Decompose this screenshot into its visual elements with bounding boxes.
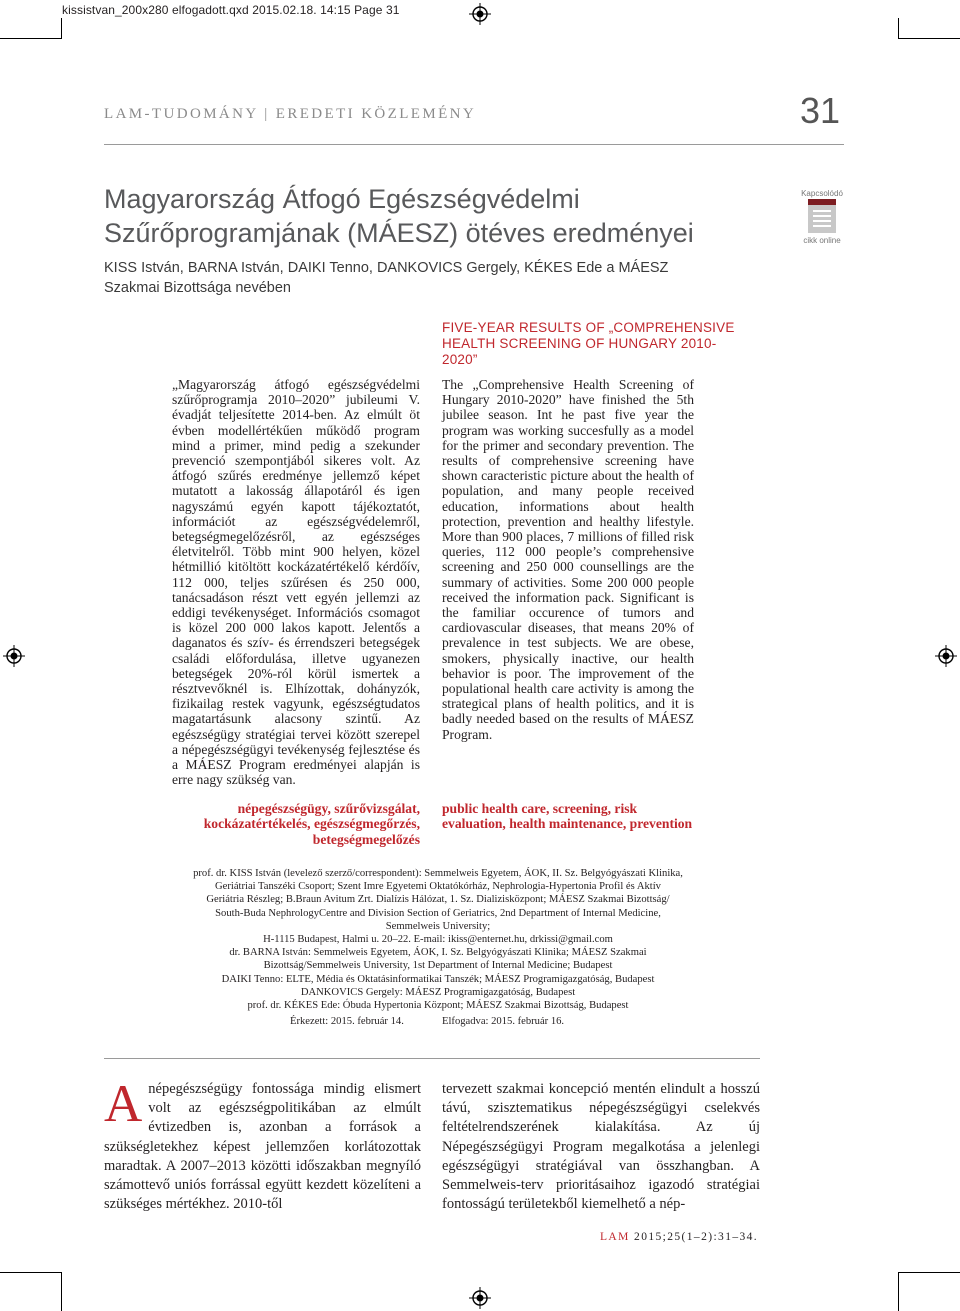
crop-mark xyxy=(0,38,62,39)
crop-mark xyxy=(0,1272,62,1273)
article-title: Magyarország Átfogó Egészségvédelmi Szűrőprogramjának (MÁESZ) ötéves eredményei xyxy=(104,184,694,248)
crop-mark xyxy=(898,18,899,39)
affiliation-line: DAIKI Tenno: ELTE, Média és Oktatásinformatikai Tanszék; MÁESZ Programigazgatóság, Budapest xyxy=(221,973,655,985)
print-slug: kissistvan_200x280 elfogadott.qxd 2015.02.18. 14:15 Page 31 xyxy=(62,3,400,17)
header-rule xyxy=(104,144,844,145)
section-rule xyxy=(104,1058,760,1059)
registration-target-icon xyxy=(3,645,25,667)
registration-target-icon xyxy=(469,1287,491,1309)
affiliation-line: DANKOVICS Gergely: MÁESZ Programigazgatóság, Budapest xyxy=(300,986,576,998)
crop-mark xyxy=(898,1272,899,1311)
affiliation-line: Geriátriai Tanszéki Csoport; Szent Imre Egyetemi Oktatókórház, Nephrologia-Hypertonia Profil és Aktív xyxy=(215,881,661,893)
related-article-icon[interactable] xyxy=(808,199,836,233)
affiliation-line: Geriátria Részleg; B.Braun Avitum Zrt. Dialízis Hálózat, 1. Sz. Dializisközpont; MÁESZ Szakmai Bizottság/ xyxy=(206,894,670,906)
affiliation-line: Bizottság/Semmelweis University, 1st Department of Internal Medicine; Budapest xyxy=(263,960,613,972)
crop-mark xyxy=(898,38,960,39)
abstract-english: The „Comprehensive Health Screening of Hungary 2010-2020” have finished the 5th jubilee season. Int he past five year the program was working succesfully as a model for the primer and secondary prevention. The results of comprehensive screening have shown caracteristic picture about the health of population, and many people received education, informations about health protection, prevention and healthy lifestyle. More than 900 places, 7 millions of filled risk queries, 112 000 people’s comprehensive screening and 250 000 counsellings are the summary of activities. Some 200 000 people received the information pack. Significant is the familiar occurence of tumors and cardiovascular diseases, that means 20% of prevalence in test subjects. We are obese, smokers, physically inactive, our health behavior is poor. The improvement of the populational health care activity is among the strategical plans of health politics, and it is badly needed based on the results of MÁESZ Program. xyxy=(442,377,694,742)
journal-footer xyxy=(600,1231,758,1243)
drop-cap: A xyxy=(104,1075,143,1133)
registration-target-icon xyxy=(469,3,491,25)
english-title: FIVE-YEAR RESULTS OF „COMPREHENSIVE HEALTH SCREENING OF HUNGARY 2010-2020” xyxy=(442,320,735,367)
abstract-hungarian: „Magyarország átfogó egészségvédelmi szűrőprogramja 2010‒2020” jubileumi V. évadját teljesítette 2014-ben. Az elmúlt öt évben modellértékűen működő program mind a primer, mind pedig a szekunder prevenció szempontjából sikeres volt. Az átfogó szűrés eredménye jellemző képet mutatott a lakosság állapotáról és igen nagyszámú egyén kapott tájékoztatót, információt az egészségvédelemről, betegségmegelőzésről, az egészséges életvitelről. Több mint 900 helyen, közel hétmillió kitöltött kockázatértékelő kérdőív, 112 000, teljes szűrésen és 250 000, tanácsadáson részt vett egyén jellemzi az eddigi tevékenységet. Információs csomagot is közel 200 000 lakos kapott. Jelentős a daganatos és szív- és érrendszeri betegségek családi előfordulása, illetve ugyanezen betegségek 20%-ról körül ismertek a résztvevőknél is. Elhízottak, dohányzók, fizikailag restek vagyunk, egészségtudatos magatartásunk alacsony szintű. Az egészségügy stratégiai tervei között szerepel a népegészségügyi tevékenység fejlesztése és a MÁESZ Program eredményei alapján is erre nagy szükség van. xyxy=(172,377,420,788)
accepted-date: Elfogadva: 2015. február 16. xyxy=(442,1016,565,1027)
body-column-1 xyxy=(104,1075,421,1214)
affiliation-line: prof. dr. KÉKES Ede: Óbuda Hypertonia Központ; MÁESZ Szakmai Bizottság, Budapest xyxy=(247,1000,629,1012)
body-column-2: tervezett szakmai koncepció mentén elindult a hosszú távú, szisztematikus népegészségügyi cselekvés feltételrendszerének kialakítása. Az új Népegészségügyi Program megalkotása a jelenlegi egészségügyi stratégiával van összhangban. A Semmelweis-terv prioritásaihoz igazodó stratégiai fontosságú területekből kiemelhető a nép- xyxy=(442,1081,760,1213)
crop-mark xyxy=(61,18,62,39)
body-text-1: népegészségügy fontossága mindig elismert volt az egészségpolitikában az elmúlt évtizedben is, azonban a források a szükségletekhez képest jellemzően korlátozottak maradtak. A 2007‒2013 közötti időszakban megnyíló számottevő uniós forrással együtt kezdett közelíteni a szükséges mértékhez. 2010-től xyxy=(104,1081,421,1213)
related-article-link[interactable] xyxy=(796,189,848,198)
registration-target-icon xyxy=(935,645,957,667)
journal-abbrev: LAM xyxy=(600,1231,630,1243)
keywords-hungarian: népegészségügy, szűrővizsgálat, kockázatértékelés, egészségmegőrzés, betegségmegelőzés xyxy=(203,801,420,847)
section-header: LAM-TUDOMÁNY | EREDETI KÖZLEMÉNY xyxy=(104,106,477,122)
crop-mark xyxy=(898,1272,960,1273)
related-label-bottom: cikk online xyxy=(803,236,841,245)
affiliation-line: dr. BARNA István: Semmelweis Egyetem, ÁOK, I. Sz. Belgyógyászati Klinika; MÁESZ Szakmai xyxy=(229,947,647,959)
affiliation-line: H-1115 Budapest, Halmi u. 20‒22. E-mail: ikiss@enternet.hu, drkissi@gmail.com xyxy=(263,934,613,946)
crop-mark xyxy=(61,1272,62,1311)
keywords-english: public health care, screening, risk evaluation, health maintenance, prevention xyxy=(442,801,693,832)
citation: 2015;25(1‒2):31‒34. xyxy=(634,1231,759,1243)
affiliation-line: Semmelweis University; xyxy=(385,920,491,932)
related-label-top: Kapcsolódó xyxy=(801,189,843,198)
page-number: 31 xyxy=(800,90,841,131)
received-date: Érkezett: 2015. február 14. xyxy=(290,1016,404,1027)
author-list: KISS István, BARNA István, DAIKI Tenno, DANKOVICS Gergely, KÉKES Ede a MÁESZ Szakmai Bizottsága nevében xyxy=(104,260,669,296)
affiliations xyxy=(168,867,708,1012)
affiliation-line: prof. dr. KISS István (levelező szerző/correspondent): Semmelweis Egyetem, ÁOK, II. Sz. Belgyógyászati Klinika, xyxy=(193,868,683,879)
affiliation-line: South-Buda NephrologyCentre and Division Section of Geriatrics, 2nd Department of Internal Medicine, xyxy=(215,907,661,919)
